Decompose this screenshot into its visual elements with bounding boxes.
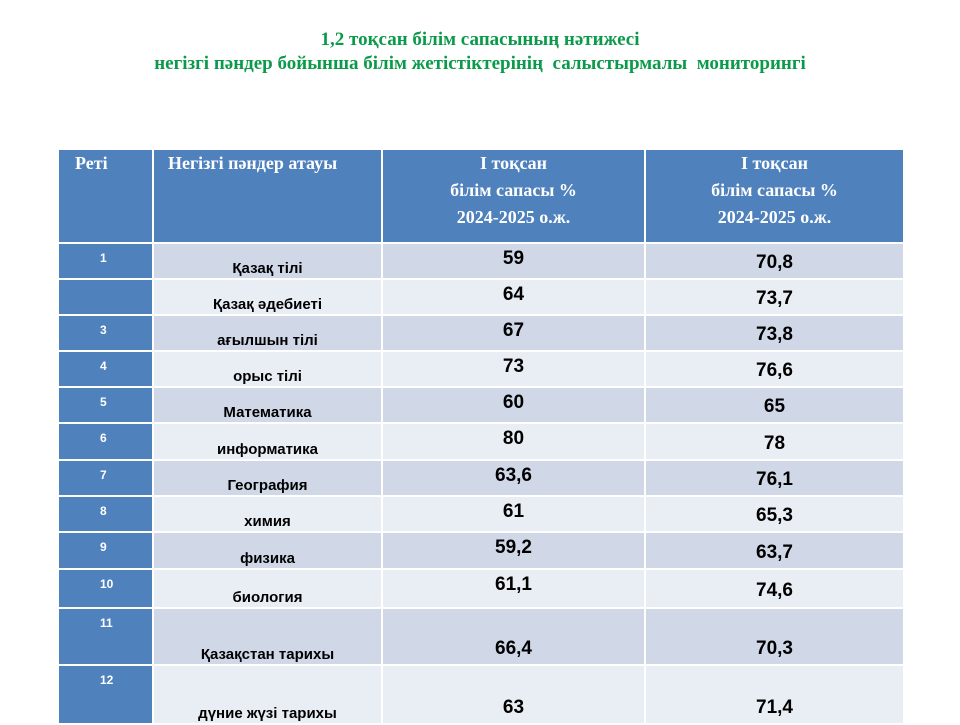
q2-value: 65	[645, 387, 904, 423]
table-row	[58, 279, 904, 315]
row-number: 8	[58, 496, 153, 532]
header-q1-line: білім сапасы %	[450, 180, 577, 200]
q2-value: 70,8	[645, 243, 904, 279]
q2-value: 73,7	[645, 279, 904, 315]
row-number: 5	[58, 387, 153, 423]
row-number: 6	[58, 423, 153, 460]
subject-name: физика	[153, 532, 382, 569]
table-row	[58, 243, 904, 279]
row-number: 12	[58, 665, 153, 724]
header-subject: Негізгі пәндер атауы	[153, 149, 382, 243]
row-number: 10	[58, 569, 153, 608]
q2-value: 65,3	[645, 496, 904, 532]
subject-name: Қазақ тілі	[153, 243, 382, 279]
header-q1-line: І тоқсан	[479, 153, 548, 173]
table-row	[58, 460, 904, 496]
q2-value: 63,7	[645, 532, 904, 569]
subject-name: География	[153, 460, 382, 496]
row-number: 9	[58, 532, 153, 569]
q1-value: 63,6	[382, 460, 645, 496]
q2-value: 78	[645, 423, 904, 460]
q1-value: 66,4	[382, 608, 645, 665]
q1-value: 59	[382, 243, 645, 279]
table-row	[58, 496, 904, 532]
subject-name: Қазақ әдебиеті	[153, 279, 382, 315]
table-row	[58, 532, 904, 569]
q1-value: 61,1	[382, 569, 645, 608]
q1-value: 64	[382, 279, 645, 315]
table-row	[58, 665, 904, 724]
row-number: 4	[58, 351, 153, 387]
subject-name: орыс тілі	[153, 351, 382, 387]
header-q1	[382, 149, 645, 243]
header-q2	[645, 149, 904, 243]
row-number: 3	[58, 315, 153, 351]
header-q2-line: І тоқсан	[740, 153, 809, 173]
title-line-2: негізгі пәндер бойынша білім жетістіктерінің салыстырмалы мониторингі	[154, 53, 806, 74]
q2-value: 74,6	[645, 569, 904, 608]
table-row	[58, 351, 904, 387]
header-num: Реті	[58, 149, 153, 243]
subject-name: химия	[153, 496, 382, 532]
q1-value: 73	[382, 351, 645, 387]
subject-name: Математика	[153, 387, 382, 423]
q2-value: 76,1	[645, 460, 904, 496]
subject-name: дүние жүзі тарихы	[153, 665, 382, 724]
row-number: 11	[58, 608, 153, 665]
page-title	[0, 28, 960, 76]
row-number	[58, 279, 153, 315]
q1-value: 60	[382, 387, 645, 423]
q2-value: 71,4	[645, 665, 904, 724]
q1-value: 63	[382, 665, 645, 724]
q2-value: 70,3	[645, 608, 904, 665]
row-number: 7	[58, 460, 153, 496]
q1-value: 80	[382, 423, 645, 460]
q1-value: 67	[382, 315, 645, 351]
table-row	[58, 569, 904, 608]
table-row	[58, 315, 904, 351]
table-row	[58, 387, 904, 423]
q2-value: 73,8	[645, 315, 904, 351]
q2-value: 76,6	[645, 351, 904, 387]
subject-name: биология	[153, 569, 382, 608]
results-table	[57, 148, 905, 725]
table-row	[58, 423, 904, 460]
row-number: 1	[58, 243, 153, 279]
table-header-row	[58, 149, 904, 243]
header-q2-line: 2024-2025 о.ж.	[717, 207, 832, 227]
subject-name: ағылшын тілі	[153, 315, 382, 351]
subject-name: информатика	[153, 423, 382, 460]
q1-value: 61	[382, 496, 645, 532]
header-q1-line: 2024-2025 о.ж.	[456, 207, 571, 227]
title-line-1: 1,2 тоқсан білім сапасының нәтижесі	[320, 29, 640, 50]
header-q2-line: білім сапасы %	[711, 180, 838, 200]
subject-name: Қазақстан тарихы	[153, 608, 382, 665]
q1-value: 59,2	[382, 532, 645, 569]
table-row	[58, 608, 904, 665]
